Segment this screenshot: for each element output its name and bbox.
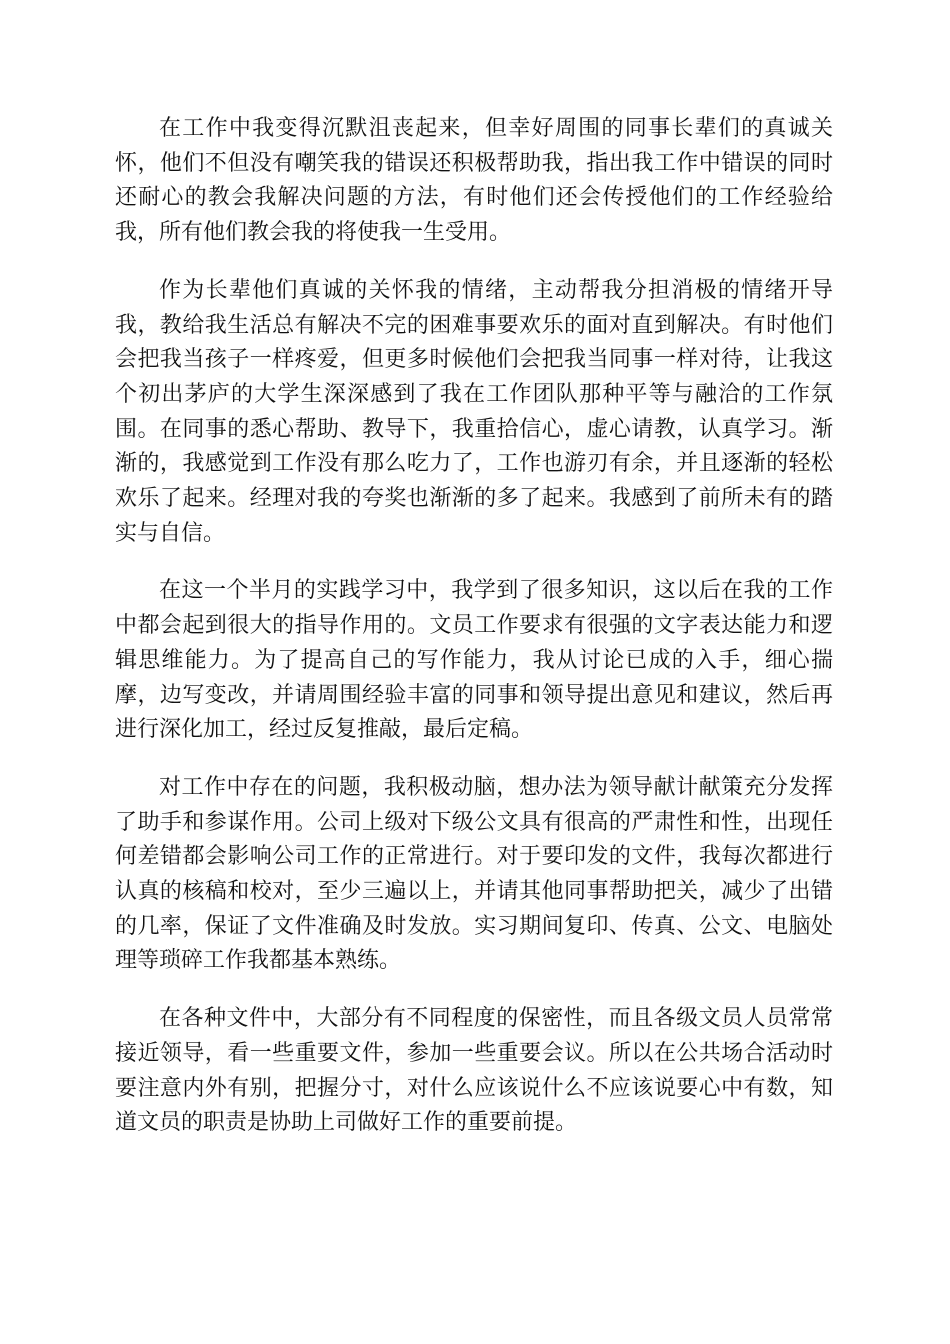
- paragraph-2: 作为长辈他们真诚的关怀我的情绪，主动帮我分担消极的情绪开导我，教给我生活总有解决不完的困难事要欢乐的面对直到解决。有时他们会把我当孩子一样疼爱，但更多时候他们会把我当同事一样对待，让我这个初出茅庐的大学生深深感到了我在工作团队那种平等与融洽的工作氛围。在同事的悉心帮助、教导下，我重拾信心，虚心请教，认真学习。渐渐的，我感觉到工作没有那么吃力了，工作也游刃有余，并且逐渐的轻松欢乐了起来。经理对我的夸奖也渐渐的多了起来。我感到了前所未有的踏实与自信。: [115, 277, 833, 546]
- paragraph-3: 在这一个半月的实践学习中，我学到了很多知识，这以后在我的工作中都会起到很大的指导作用的。文员工作要求有很强的文字表达能力和逻辑思维能力。为了提高自己的写作能力，我从讨论已成的入手，细心揣摩，边写变改，并请周围经验丰富的同事和领导提出意见和建议，然后再进行深化加工，经过反复推敲，最后定稿。: [115, 578, 833, 743]
- document-body: [115, 112, 833, 1164]
- paragraph-4: 对工作中存在的问题，我积极动脑，想办法为领导献计献策充分发挥了助手和参谋作用。公司上级对下级公文具有很高的严肃性和性，出现任何差错都会影响公司工作的正常进行。对于要印发的文件，我每次都进行认真的核稿和校对，至少三遍以上，并请其他同事帮助把关，减少了出错的几率，保证了文件准确及时发放。实习期间复印、传真、公文、电脑处理等琐碎工作我都基本熟练。: [115, 774, 833, 974]
- paragraph-5: 在各种文件中，大部分有不同程度的保密性，而且各级文员人员常常接近领导，看一些重要文件，参加一些重要会议。所以在公共场合活动时要注意内外有别，把握分寸，对什么应该说什么不应该说要心中有数，知道文员的职责是协助上司做好工作的重要前提。: [115, 1006, 833, 1136]
- paragraph-1: 在工作中我变得沉默沮丧起来，但幸好周围的同事长辈们的真诚关怀，他们不但没有嘲笑我的错误还积极帮助我，指出我工作中错误的同时还耐心的教会我解决问题的方法，有时他们还会传授他们的工作经验给我，所有他们教会我的将使我一生受用。: [115, 116, 833, 246]
